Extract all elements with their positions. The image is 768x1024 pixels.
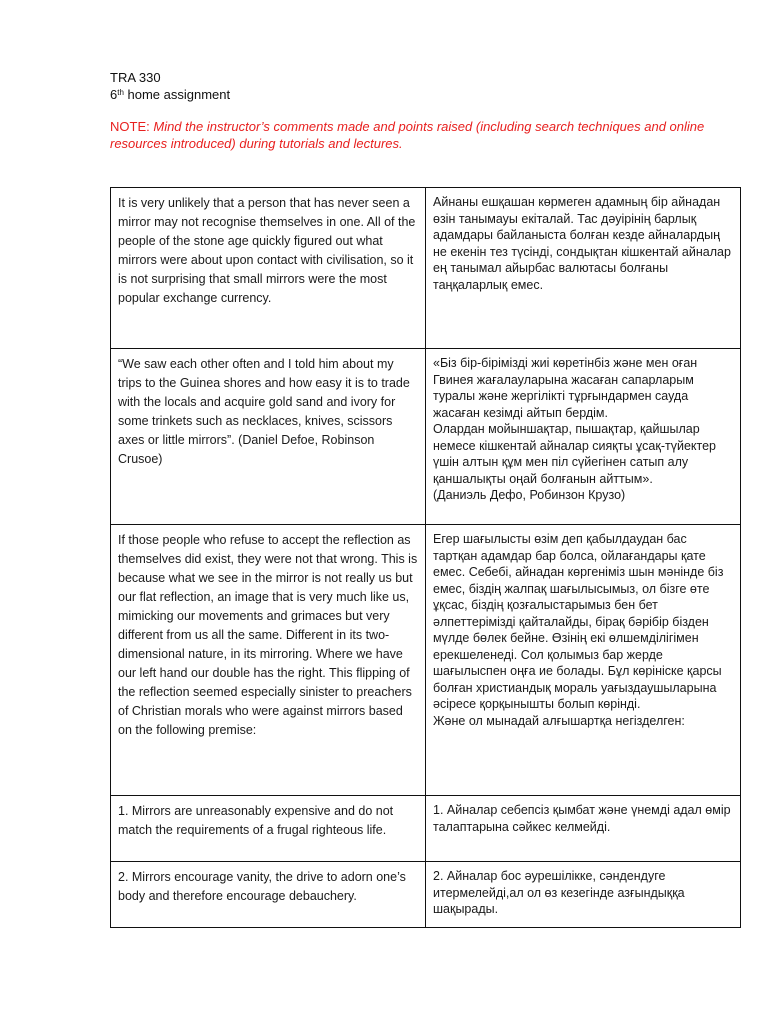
- english-cell: [111, 862, 426, 928]
- translation-table: [110, 187, 741, 928]
- kazakh-cell: [426, 862, 741, 928]
- assignment-title: [110, 86, 230, 103]
- english-text: It is very unlikely that a person that has never seen a mirror may not recognise themselves in one. All of the people of the stone age quickly figured out what mirrors were about upon contact with civilisation, so it is not surprising that small mirrors were the most popular exchange currency.: [118, 196, 416, 305]
- table-row: [111, 349, 741, 525]
- english-text: If those people who refuse to accept the reflection as themselves did exist, they were not that wrong. This is because what we see in the mirror is not really us but our flat reflection, an image that is very much like us, mimicking our movements and grimaces but very different from us all the same. Different in its two-dimensional nature, in its mirroring. Where we have our left hand our double has the right. This flipping of the reflection seemed especially sinister to preachers of Christian morals who were against mirrors based on the following premise:: [118, 533, 418, 737]
- kazakh-cell: [426, 349, 741, 525]
- kazakh-text: «Біз бір-бірімізді жиі көретінбіз және мен оған Гвинея жағалауларына жасаған сапарларым туралы және жергілікті тұрғындармен сауда жасаған кезімді айтып бердім. Олардан мойыншақтар, пышақтар, қайшылар немесе кішкентай айналар сияқты ұсақ-түйектер үшін алтын құм мен піл сүйегінен сатып алу қаншалықты оңай болғанын айттым». (Даниэль Дефо, Робинзон Крузо): [433, 356, 717, 502]
- assignment-number: 6: [110, 87, 118, 102]
- english-cell: [111, 796, 426, 862]
- english-cell: [111, 349, 426, 525]
- assignment-ordinal-suffix: th: [117, 88, 124, 97]
- kazakh-text: 2. Айналар бос әурешілікке, сәндендуге итермелейді,ал ол өз кезегінде азғындыққа шақырады.: [433, 869, 685, 916]
- note-label: NOTE:: [110, 119, 150, 134]
- english-text: 1. Mirrors are unreasonably expensive and do not match the requirements of a frugal righteous life.: [118, 804, 394, 837]
- english-cell: [111, 525, 426, 796]
- document-header: [110, 69, 230, 103]
- kazakh-text: 1. Айналар себепсіз қымбат және үнемді адал өмір талаптарына сәйкес келмейді.: [433, 803, 731, 834]
- kazakh-cell: [426, 525, 741, 796]
- kazakh-text: Егер шағылысты өзім деп қабылдаудан бас тартқан адамдар бар болса, ойлағандары қате емес. Себебі, айнадан көргеніміз шын мәнінде біз емес, біздің жалпақ шағылысымыз, ол бізге өте ұқсас, біздің қозғалыстарымыз бен бет әлпеттерімізді қайталайды, бірақ бәрібір бізден мүлде бөлек бейне. Өзінің екі өлшемділігімен ерекшеленеді. Сол қолымыз бар жерде шағылыспен оңға ие болады. Бұл көрініске қарсы болған христиандық мораль уағыздаушыларына әсіресе қорқынышты болып көрінді. Және ол мынадай алғышартқа негізделген:: [433, 532, 724, 728]
- table-row: [111, 796, 741, 862]
- assignment-title-rest: home assignment: [123, 87, 231, 102]
- kazakh-cell: [426, 188, 741, 349]
- table-row: [111, 188, 741, 349]
- table-row: [111, 862, 741, 928]
- course-code: TRA 330: [110, 70, 161, 85]
- instructor-note: [110, 118, 710, 152]
- kazakh-text: Айнаны ешқашан көрмеген адамның бір айнадан өзін танымауы екіталай. Тас дәуірінің барлық адамдары байланыста болған кезде айналардың не екенін тез түсінді, сондықтан кішкентай айналар ең танымал айырбас валютасы болғаны таңқаларлық емес.: [433, 195, 731, 292]
- kazakh-cell: [426, 796, 741, 862]
- note-text: Mind the instructor’s comments made and points raised (including search techniques and online resources introduced) during tutorials and lectures.: [110, 119, 705, 151]
- english-cell: [111, 188, 426, 349]
- english-text: “We saw each other often and I told him about my trips to the Guinea shores and how easy it is to trade with the locals and acquire gold sand and ivory for some trinkets such as necklaces, knives, scissors axes or little mirrors”. (Daniel Defoe, Robinson Crusoe): [118, 357, 410, 466]
- english-text: 2. Mirrors encourage vanity, the drive to adorn one’s body and therefore encourage debauchery.: [118, 870, 406, 903]
- table-row: [111, 525, 741, 796]
